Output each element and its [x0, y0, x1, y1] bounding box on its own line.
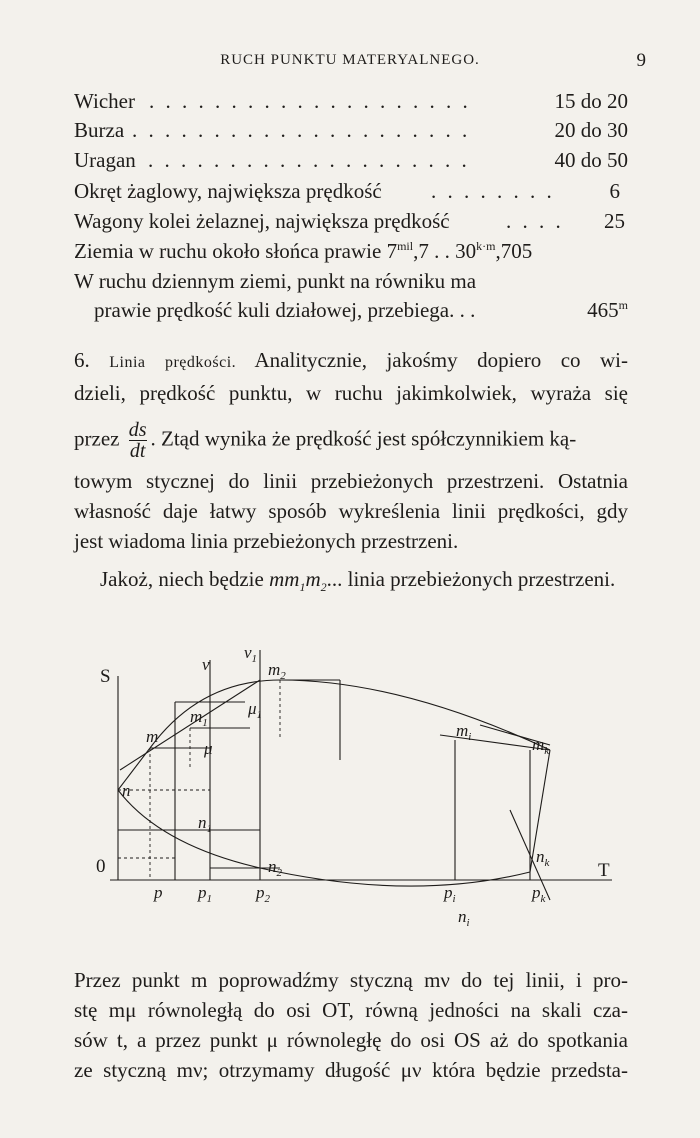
paragraph-line: stę mμ równoległą do osi OT, równą jedności na skali cza-: [74, 998, 628, 1022]
label-mu: μ: [204, 739, 213, 758]
row-value: 40 do 50: [554, 148, 628, 172]
label-m1: $m_1$: [190, 707, 208, 729]
velocity-diagram: [80, 640, 620, 940]
row-value: 465: [587, 298, 619, 322]
label-pi: $p_i$: [444, 883, 456, 905]
row-value: 25: [604, 209, 625, 233]
label-ni: $n_i$: [458, 907, 470, 929]
paragraph-line: sów t, a przez punkt μ równoległę do osi OS aż do spotkania: [74, 1028, 628, 1052]
derivative-fraction: $\frac{ds}{dt}$: [128, 419, 147, 462]
paragraph-line: towym stycznej do linii przebieżonych przestrzeni. Ostatnia: [74, 469, 628, 493]
paragraph-line: Jakoż, niech będzie $mm_1m_2$... linia przebieżonych przestrzeni.: [100, 567, 616, 595]
row-value: 20 do 30: [554, 118, 628, 142]
paragraph-line: przez $\frac{ds}{dt}$ . Ztąd wynika że prędkość jest spółczynnikiem ką-: [74, 419, 577, 462]
paragraph-line: własność daje łatwy sposób wykreślenia linii prędkości, gdy: [74, 499, 628, 523]
label-p1: $p_1$: [198, 883, 212, 905]
label-p2: $p_2$: [256, 883, 270, 905]
row-label: Burza: [74, 118, 125, 142]
section-title: Linia: [109, 354, 146, 371]
paragraph-line: dzieli, prędkość punktu, w ruchu jakimkolwiek, wyraża się: [74, 381, 628, 405]
label-O: 0: [96, 856, 106, 877]
label-T: T: [598, 860, 610, 881]
label-p: p: [154, 883, 163, 902]
label-nk: $n_k$: [536, 847, 550, 869]
label-pk: $p_k$: [532, 883, 546, 905]
label-mi: $m_i$: [456, 721, 472, 743]
paragraph-line: jest wiadoma linia przebieżonych przestrzeni.: [74, 529, 459, 553]
row-label: Wicher: [74, 89, 135, 113]
label-m: m: [146, 727, 159, 746]
velocity-curve: [118, 790, 530, 886]
label-m2: $m_2$: [268, 660, 286, 682]
page-number: 9: [636, 50, 646, 71]
label-v1: $v_1$: [244, 643, 258, 665]
row-label: Okręt żaglowy, największa prędkość: [74, 179, 382, 203]
label-v: v: [202, 655, 210, 674]
running-header: [0, 50, 700, 74]
row-value: 15 do 20: [554, 89, 628, 113]
row-label: Uragan: [74, 148, 136, 172]
row-label: Wagony kolei żelaznej, największa prędkość: [74, 209, 450, 233]
section-heading-line: 6. Linia prędkości. Analitycznie, jakośmy dopiero co wi-: [74, 348, 628, 372]
paragraph-line: Przez punkt m poprowadźmy styczną mν do tej linii, i pro-: [74, 968, 628, 992]
row-value: 6: [609, 179, 620, 203]
label-n: n: [122, 781, 131, 800]
paragraph-line: ze styczną mν; otrzymamy długość μν która będzie przedsta-: [74, 1058, 628, 1082]
label-n1: $n_1$: [198, 813, 212, 835]
label-n2: $n_2$: [268, 857, 282, 879]
running-title: RUCH PUNKTU MATERYALNEGO.: [220, 52, 480, 68]
table-row: Ziemia w ruchu około słońca prawie $7^{mil},7$ . . $30^{k\cdot m},705$: [74, 239, 533, 263]
book-page: RUCH PUNKTU MATERYALNEGO. 9 Wicher . . . . . . . . . . . . . . . . . . . . 15 do 20 Burza . . . . . . . . . . . . . . . . . . . . . 20 do 30 Uragan . . . . . . . . . . . . . . . . . . . . 40 do 50 Okręt żaglowy, największa prędkość . . . . . . . . 6 Wagony kolei żelaznej, największa prędkość . . . . 25 Ziemia w ruchu około słońca prawie $7^{mil},7$ . . $30^{k\cdot m},705$ W ruchu dziennym ziemi, punkt na równiku ma prawie prędkość kuli działowej, przebiega. . . 465$^m$ 6. Linia prędkości. Analitycznie, jakośmy dopiero co wi- dzieli, prędkość punktu, w ruchu jakimkolwiek, wyraża się przez $\frac{ds}{dt}$ . Ztąd wynika że prędkość jest spółczynnikiem ką- towym stycznej do linii przebieżonych przestrzeni. Ostatnia własność daje łatwy sposób wykreślenia linii prędkości, gdy jest wiadoma linia przebieżonych przestrzeni. Jakoż, niech będzie $mm_1m_2$... linia przebieżonych przestrzeni. S 0 T v $v_1$ m $m_1$ $m_2$ μ $\mu_1$ $m_i$ $m_k$ n $n_1$ $n_2$ $n_i$ $n_k$ p $p_1$ $p_2$ $p_i$ $p_k$ Przez punkt m poprowadźmy styczną mν do tej linii, i pro- stę mμ równoległą do osi OT, równą jedności na skali cza- sów t, a przez punkt μ równoległę do osi OS aż do spotkania ze styczną mν; otrzymamy długość μν która będzie przedsta-: [0, 0, 700, 1138]
label-mu1: $\mu_1$: [248, 699, 263, 721]
table-row: W ruchu dziennym ziemi, punkt na równiku ma: [74, 269, 477, 293]
label-mk: $m_k$: [532, 735, 550, 757]
label-S: S: [100, 666, 111, 687]
